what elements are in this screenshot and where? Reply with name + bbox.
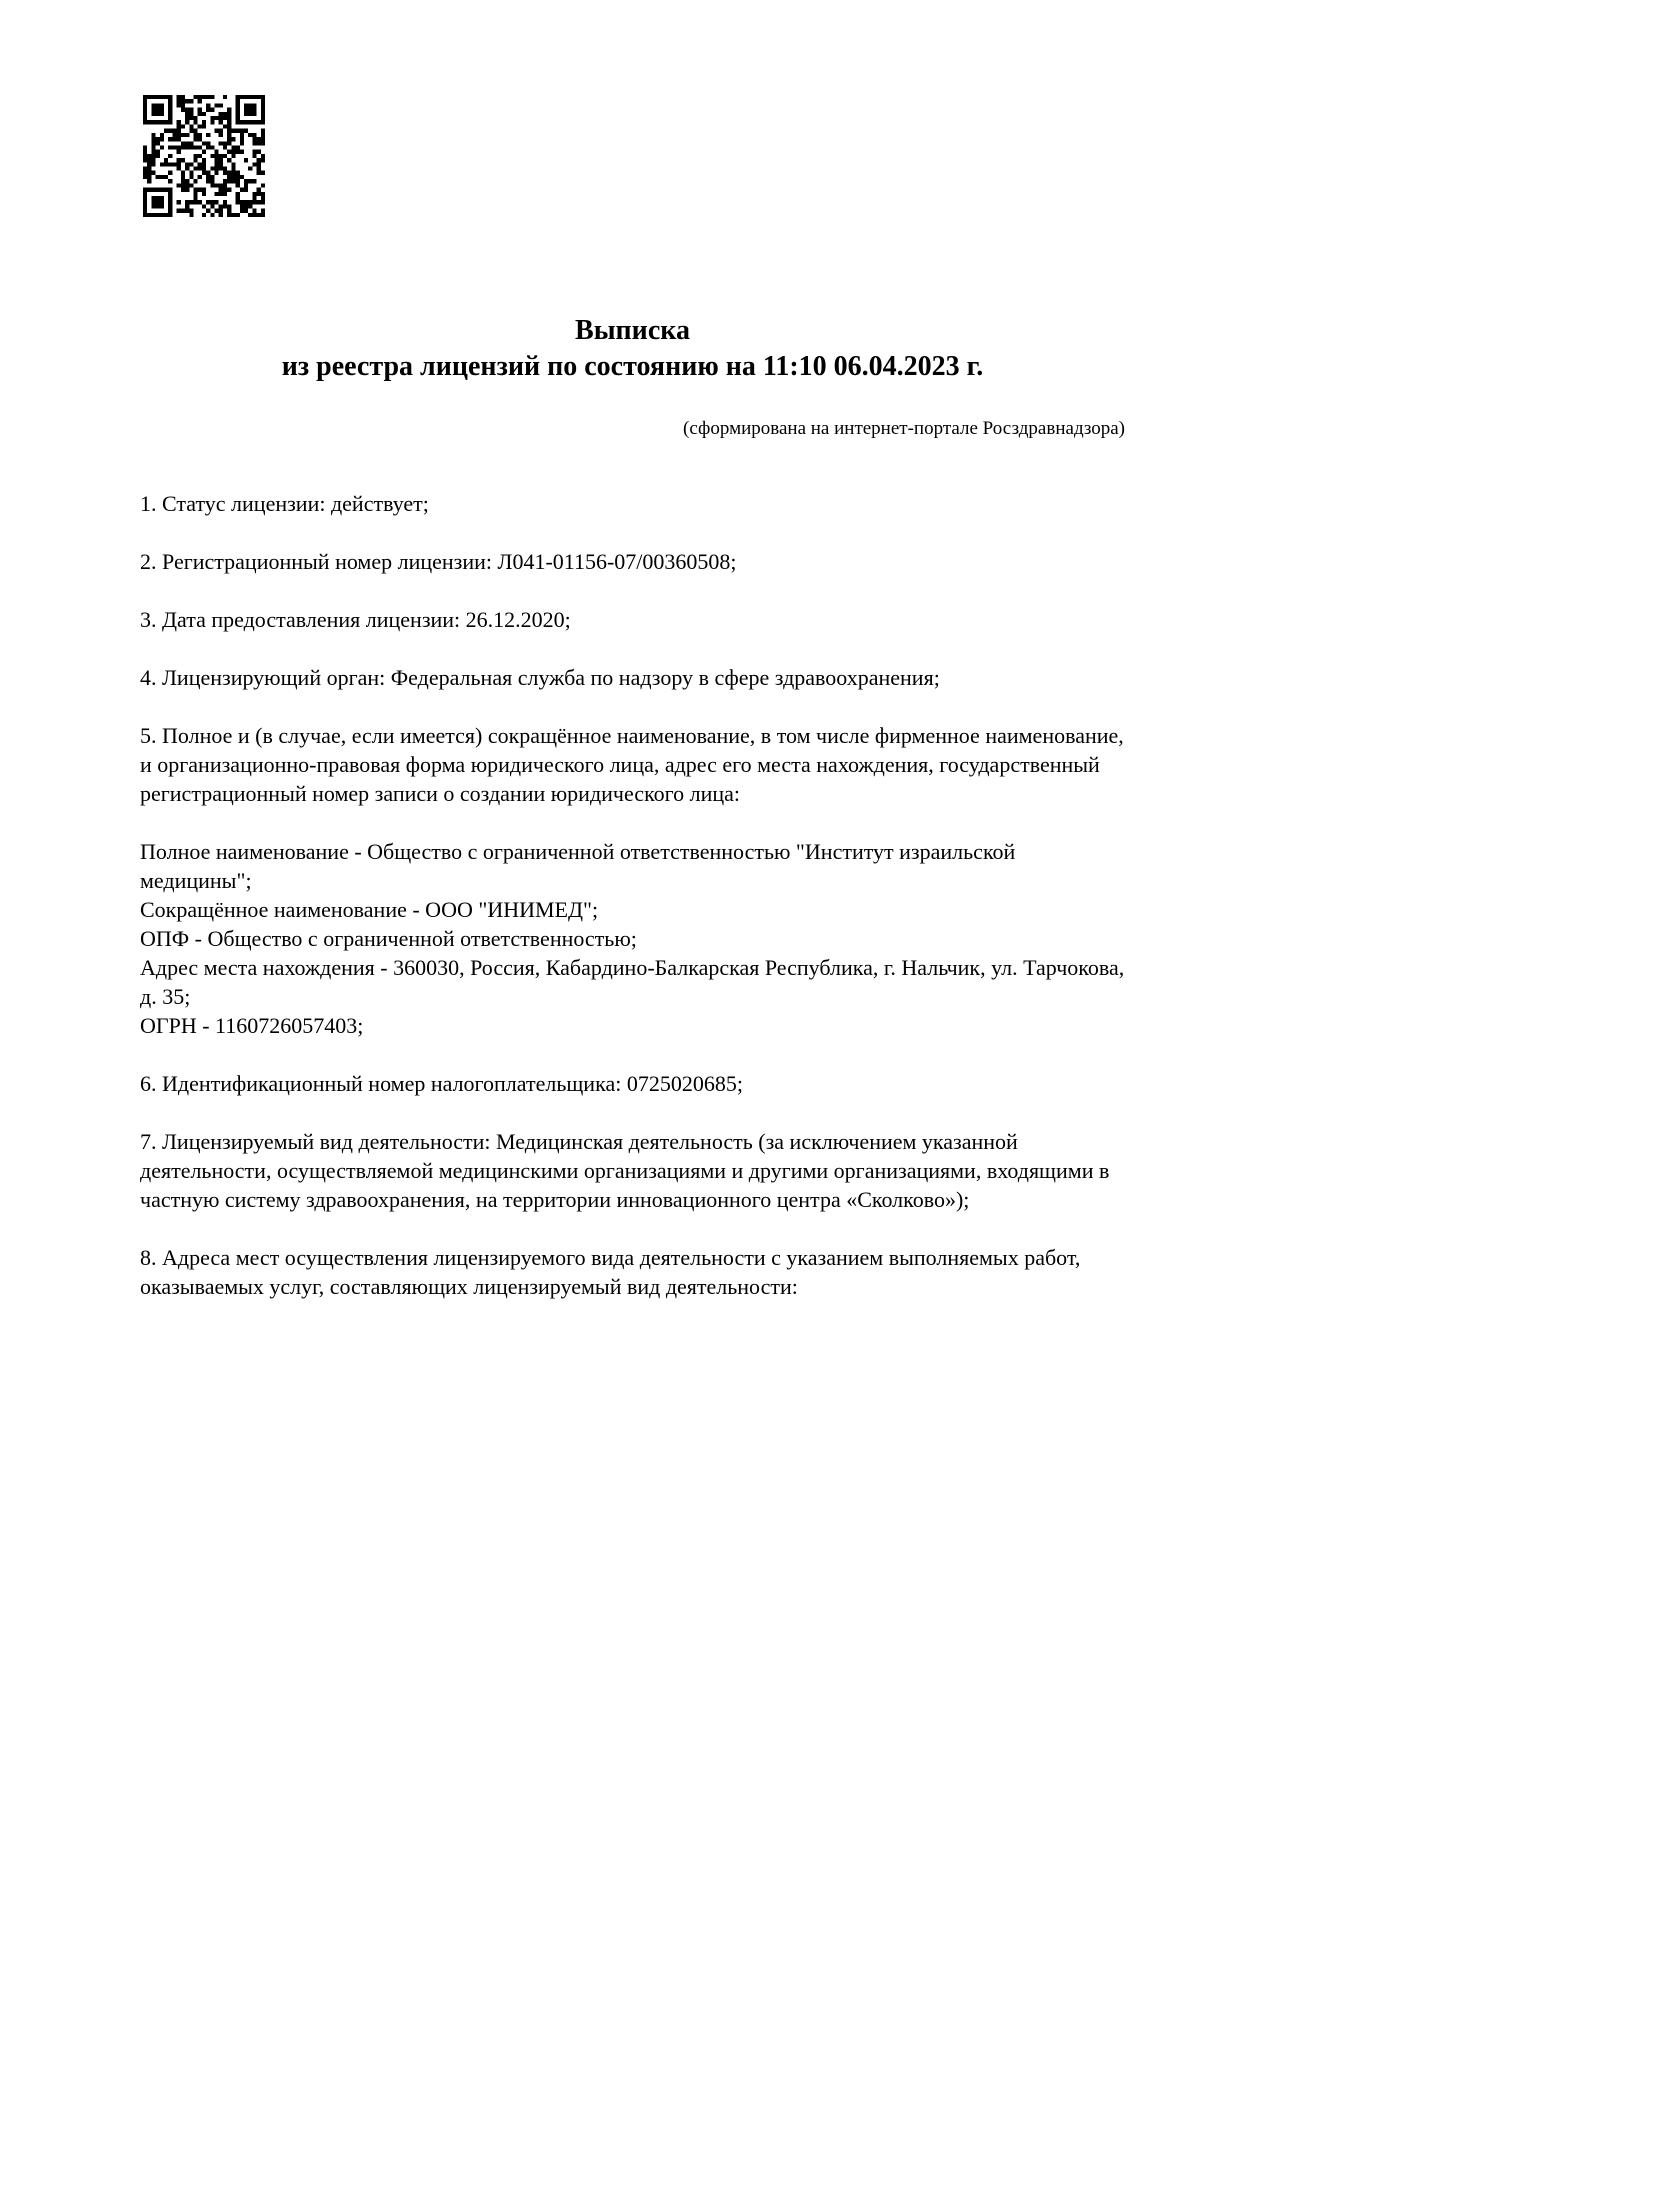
- document-title: [140, 313, 1125, 385]
- document-body: [140, 489, 1125, 1301]
- paragraph-organization-heading: 5. Полное и (в случае, если имеется) сокращённое наименование, в том числе фирменное наименование, и организационно-правовая форма юридического лица, адрес его места нахождения, государственный регистрационный номер записи о создании юридического лица:: [140, 723, 1124, 806]
- org-legal-form: ОПФ - Общество с ограниченной ответственностью;: [140, 926, 637, 951]
- organization-details: [140, 837, 1125, 1040]
- title-line-1: Выписка: [575, 315, 690, 346]
- document-content: [140, 0, 1125, 1301]
- org-ogrn: ОГРН - 1160726057403;: [140, 1013, 364, 1038]
- paragraph-license-status: 1. Статус лицензии: действует;: [140, 491, 429, 516]
- title-line-2: из реестра лицензий по состоянию на 11:10 06.04.2023 г.: [281, 351, 984, 382]
- paragraph-licensed-activity: 7. Лицензируемый вид деятельности: Медицинская деятельность (за исключением указанной деятельности, осуществляемой медицинскими организациями и другими организациями, входящими в частную систему здравоохранения, на территории инновационного центра «Сколково»);: [140, 1129, 1110, 1212]
- org-short-name: Сокращённое наименование - ООО "ИНИМЕД";: [140, 897, 599, 922]
- source-note: (сформирована на интернет-портале Росздравнадзора): [683, 418, 1125, 439]
- paragraph-licensing-authority: 4. Лицензирующий орган: Федеральная служба по надзору в сфере здравоохранения;: [140, 665, 940, 690]
- paragraph-registration-number: 2. Регистрационный номер лицензии: Л041-01156-07/00360508;: [140, 549, 737, 574]
- paragraph-activity-addresses: 8. Адреса мест осуществления лицензируемого вида деятельности с указанием выполняемых работ, оказываемых услуг, составляющих лицензируемый вид деятельности:: [140, 1245, 1081, 1299]
- paragraph-inn: 6. Идентификационный номер налогоплательщика: 0725020685;: [140, 1071, 743, 1096]
- org-address: Адрес места нахождения - 360030, Россия, Кабардино-Балкарская Республика, г. Нальчик, ул. Тарчокова, д. 35;: [140, 955, 1125, 1009]
- paragraph-license-date: 3. Дата предоставления лицензии: 26.12.2020;: [140, 607, 571, 632]
- org-full-name: Полное наименование - Общество с ограниченной ответственностью "Институт израильской медицины";: [140, 839, 1016, 893]
